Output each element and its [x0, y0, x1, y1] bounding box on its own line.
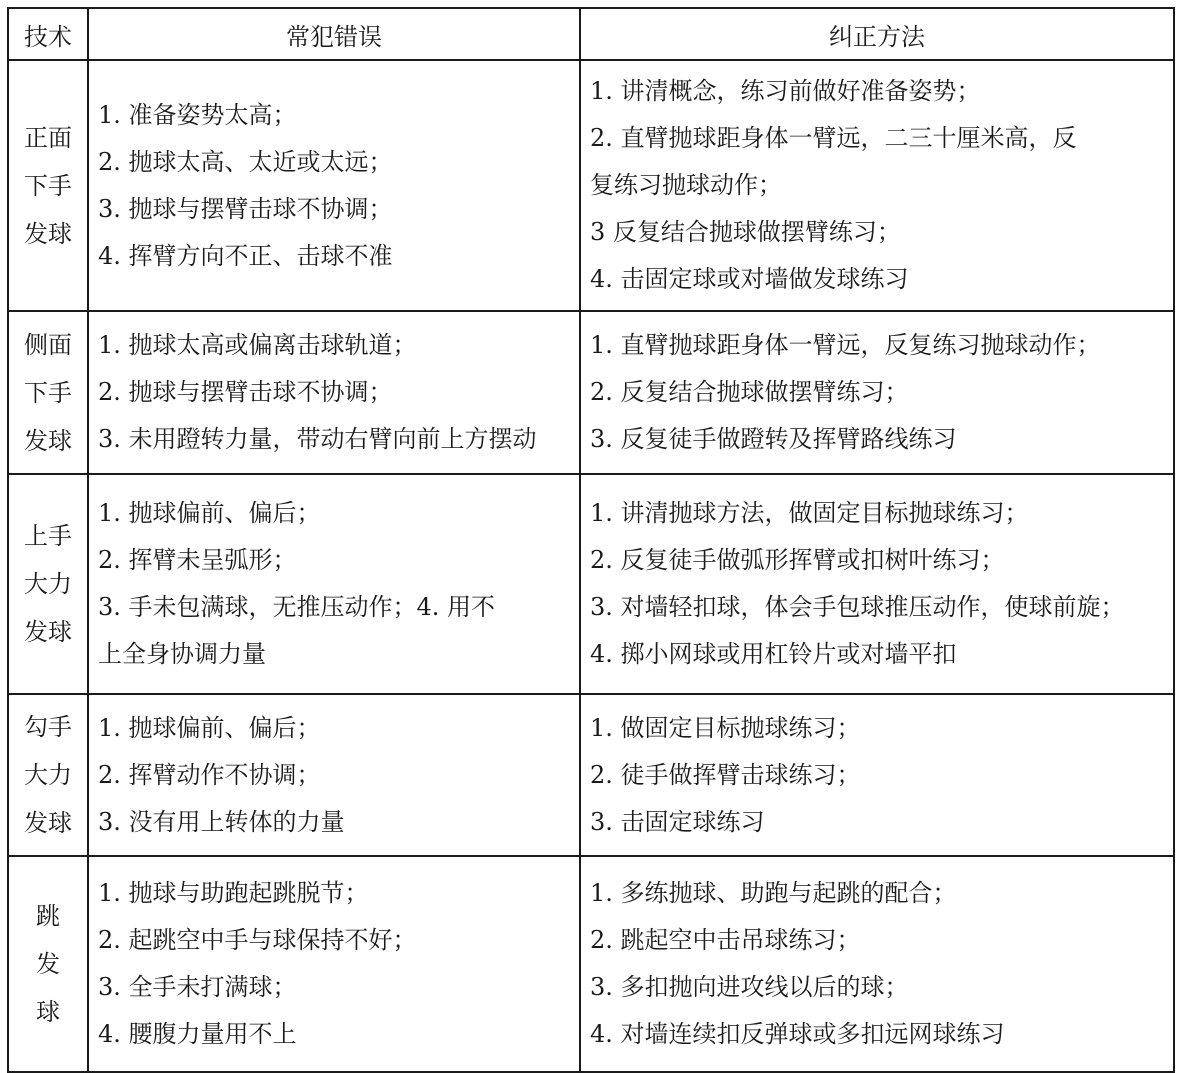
error-item: 2. 起跳空中手与球保持不好； — [98, 926, 417, 954]
header-errors: 常犯错误 — [88, 8, 580, 60]
correction-item: 2. 徒手做挥臂击球练习； — [590, 760, 861, 789]
technique-line: 勾手 — [24, 713, 72, 741]
correction-item: 2. 跳起空中击吊球练习； — [590, 926, 861, 954]
correction-item: 3. 击固定球练习 — [590, 807, 765, 836]
header-technique: 技术 — [8, 8, 88, 60]
technique-line: 侧面 — [24, 330, 72, 359]
table-row — [8, 60, 1174, 311]
technique-line: 大力 — [24, 761, 72, 789]
correction-item: 2. 直臂抛球距身体一臂远，二三十厘米高，反 — [590, 124, 1077, 152]
errors-cell — [88, 311, 580, 474]
corrections-cell — [580, 856, 1174, 1072]
error-item: 2. 挥臂未呈弧形； — [98, 546, 297, 574]
corrections-cell — [580, 311, 1174, 474]
correction-item: 2. 反复结合抛球做摆臂练习； — [590, 378, 909, 406]
technique-cell — [8, 694, 88, 856]
correction-item: 复练习抛球动作； — [590, 171, 782, 199]
error-item: 4. 挥臂方向不正、击球不准 — [98, 241, 393, 270]
error-item: 2. 挥臂动作不协调； — [98, 760, 321, 789]
technique-cell — [8, 474, 88, 694]
technique-line: 下手 — [24, 171, 72, 200]
errors-cell — [88, 60, 580, 311]
error-item: 上全身协调力量 — [98, 640, 266, 668]
errors-cell — [88, 856, 580, 1072]
correction-item: 4. 对墙连续扣反弹球或多扣远网球练习 — [590, 1020, 1005, 1048]
table-row — [8, 694, 1174, 856]
error-item: 1. 抛球与助跑起跳脱节； — [98, 879, 369, 907]
technique-cell — [8, 856, 88, 1072]
table-row — [8, 474, 1174, 694]
correction-item: 3. 对墙轻扣球，体会手包球推压动作，使球前旋； — [590, 593, 1125, 621]
error-item: 1. 抛球太高或偏离击球轨道； — [98, 331, 417, 359]
technique-line: 发球 — [24, 618, 72, 646]
document-page — [7, 7, 1173, 1073]
technique-cell — [8, 311, 88, 474]
correction-item: 1. 做固定目标抛球练习； — [590, 713, 861, 742]
error-item: 3. 抛球与摆臂击球不协调； — [98, 194, 393, 223]
error-item: 1. 准备姿势太高； — [98, 100, 297, 129]
technique-line: 发 — [36, 950, 60, 978]
correction-item: 1. 讲清抛球方法，做固定目标抛球练习； — [590, 499, 1029, 527]
serve-errors-table — [7, 7, 1175, 1073]
correction-item: 2. 反复徒手做弧形挥臂或扣树叶练习； — [590, 546, 1005, 574]
technique-cell — [8, 60, 88, 311]
technique-line: 发球 — [24, 809, 72, 837]
technique-line: 跳 — [36, 902, 60, 930]
error-item: 1. 抛球偏前、偏后； — [98, 499, 321, 527]
errors-cell — [88, 474, 580, 694]
technique-line: 球 — [36, 998, 60, 1026]
error-item: 3. 全手未打满球； — [98, 973, 297, 1001]
technique-line: 大力 — [24, 570, 72, 598]
header-row — [8, 8, 1174, 60]
technique-line: 发球 — [24, 219, 72, 248]
error-item: 3. 没有用上转体的力量 — [98, 807, 345, 836]
corrections-cell — [580, 474, 1174, 694]
correction-item: 1. 讲清概念，练习前做好准备姿势； — [590, 77, 981, 105]
correction-item: 1. 多练抛球、助跑与起跳的配合； — [590, 879, 957, 907]
technique-line: 发球 — [24, 426, 72, 455]
error-item: 3. 未用蹬转力量，带动右臂向前上方摆动 — [98, 425, 537, 453]
correction-item: 4. 击固定球或对墙做发球练习 — [590, 265, 909, 293]
technique-line: 正面 — [24, 123, 72, 152]
correction-item: 1. 直臂抛球距身体一臂远，反复练习抛球动作； — [590, 331, 1101, 359]
errors-cell — [88, 694, 580, 856]
correction-item: 3. 反复徒手做蹬转及挥臂路线练习 — [590, 425, 957, 453]
error-item: 4. 腰腹力量用不上 — [98, 1020, 297, 1048]
table-row — [8, 311, 1174, 474]
header-corrections: 纠正方法 — [580, 8, 1174, 60]
error-item: 3. 手未包满球，无推压动作；4. 用不 — [98, 593, 496, 621]
correction-item: 4. 掷小网球或用杠铃片或对墙平扣 — [590, 640, 957, 668]
technique-line: 上手 — [24, 522, 72, 550]
corrections-cell — [580, 60, 1174, 311]
correction-item: 3 反复结合抛球做摆臂练习； — [590, 218, 901, 246]
correction-item: 3. 多扣抛向进攻线以后的球； — [590, 973, 909, 1001]
technique-line: 下手 — [24, 378, 72, 407]
table-row — [8, 856, 1174, 1072]
error-item: 2. 抛球与摆臂击球不协调； — [98, 378, 393, 406]
error-item: 2. 抛球太高、太近或太远； — [98, 147, 393, 176]
error-item: 1. 抛球偏前、偏后； — [98, 713, 321, 742]
corrections-cell — [580, 694, 1174, 856]
